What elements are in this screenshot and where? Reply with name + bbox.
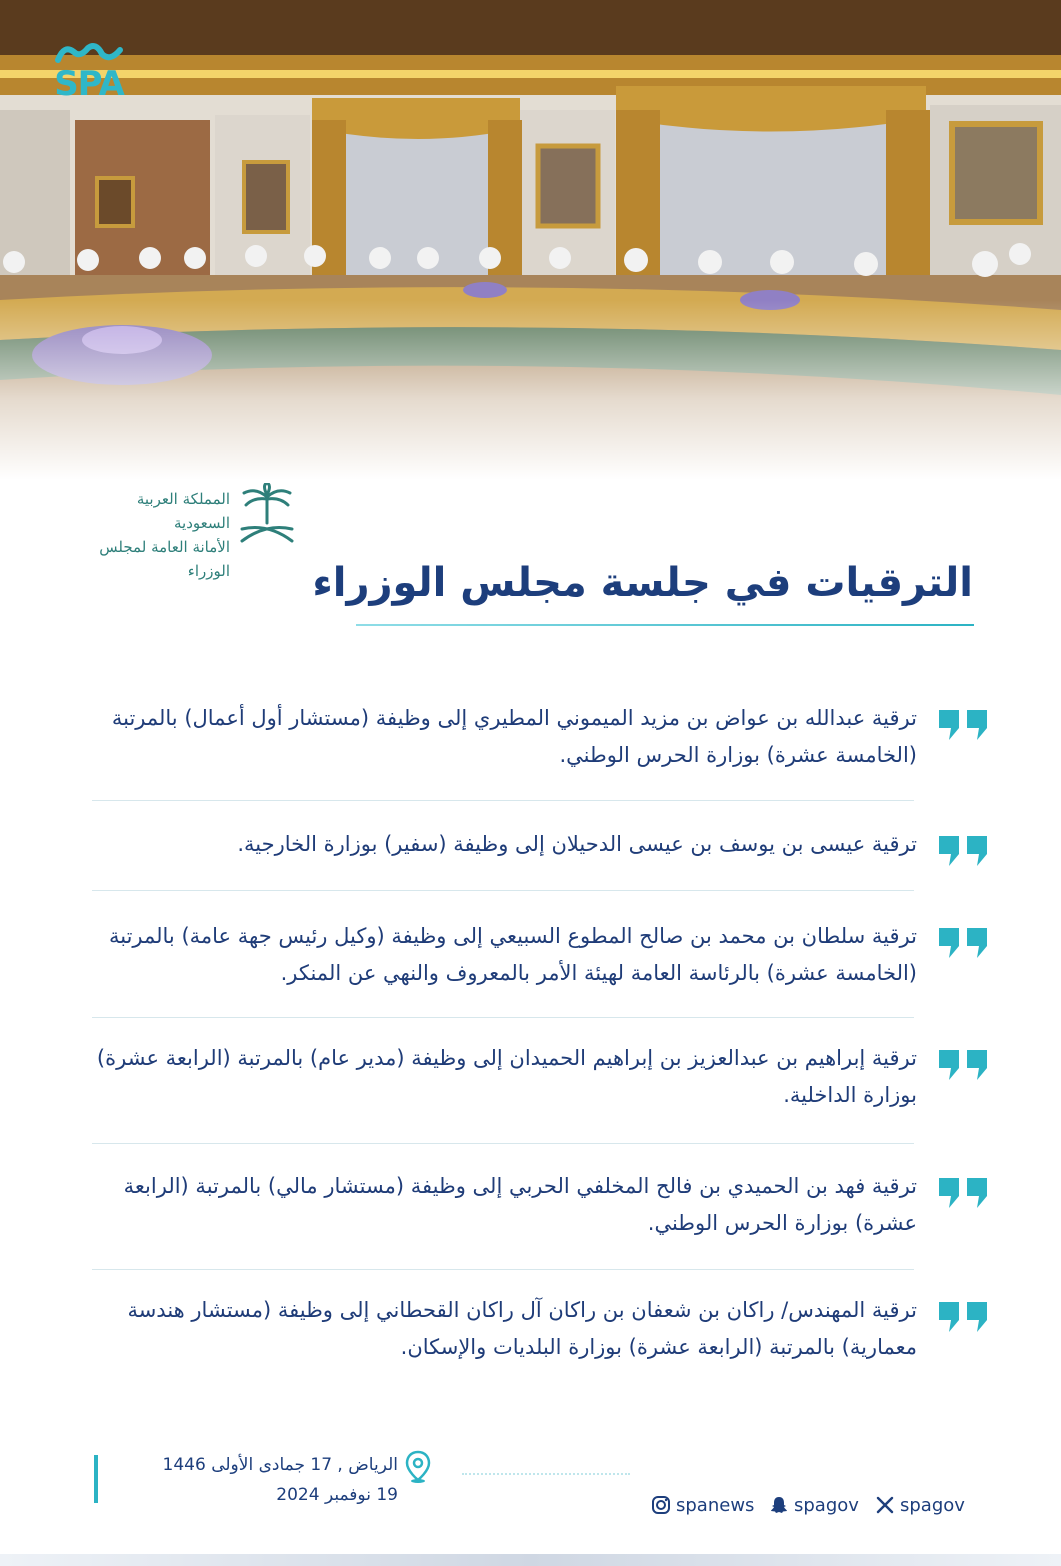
promotion-text: ترقية إبراهيم بن عبدالعزيز بن إبراهيم الحميدان إلى وظيفة (مدير عام) بالمرتبة (الرابعة عشرة) بوزارة الداخلية. xyxy=(96,1046,917,1107)
cabinet-session-photo xyxy=(0,0,1061,480)
item-divider xyxy=(92,800,914,801)
photo-fade xyxy=(0,300,1061,480)
promotion-text: ترقية عيسى بن يوسف بن عيسى الدحيلان إلى وظيفة (سفير) بوزارة الخارجية. xyxy=(237,832,917,856)
title-underline xyxy=(356,624,974,626)
quote-icon xyxy=(937,924,991,960)
palm-swords-icon xyxy=(236,483,298,547)
quote-icon xyxy=(937,1298,991,1334)
quote-icon xyxy=(937,706,991,742)
bottom-strip xyxy=(0,1554,1061,1566)
location-hijri-date: الرياض , 17 جمادى الأولى 1446 xyxy=(162,1455,398,1475)
spa-logo xyxy=(48,40,130,104)
instagram-handle: spanews xyxy=(676,1494,755,1516)
page-title: الترقيات في جلسة مجلس الوزراء xyxy=(312,560,973,606)
government-emblem xyxy=(88,483,298,580)
promotion-text: ترقية عبدالله بن عواض بن مزيد الميموني المطيري إلى وظيفة (مستشار أول أعمال) بالمرتبة (الخامسة عشرة) بوزارة الحرس الوطني. xyxy=(111,706,917,767)
promotion-text: ترقية فهد بن الحميدي بن فالح المخلفي الحربي إلى وظيفة (مستشار مالي) بالمرتبة (الرابعة عشرة) بوزارة الحرس الوطني. xyxy=(123,1174,917,1235)
emblem-line-kingdom: المملكة العربية السعودية xyxy=(136,490,230,532)
x-handle: spagov xyxy=(900,1494,965,1516)
item-divider xyxy=(92,1017,914,1018)
promotion-text: ترقية سلطان بن محمد بن صالح المطوع السبيعي إلى وظيفة (وكيل رئيس جهة عامة) بالمرتبة (الخامسة عشرة) بالرئاسة العامة لهيئة الأمر بالمعروف والنهي عن المنكر. xyxy=(108,924,917,985)
item-divider xyxy=(92,1143,914,1144)
instagram-icon xyxy=(650,1494,672,1516)
snapchat-handle: spagov xyxy=(794,1494,859,1516)
quote-icon xyxy=(937,1174,991,1210)
item-divider xyxy=(92,1269,914,1270)
footer-accent-bar xyxy=(94,1455,98,1503)
snapchat-icon xyxy=(768,1494,790,1516)
emblem-line-secretariat: الأمانة العامة لمجلس الوزراء xyxy=(99,538,230,580)
quote-icon xyxy=(937,832,991,868)
spa-arabic-wordmark xyxy=(54,40,124,66)
footer-dotted-line xyxy=(462,1473,630,1475)
instagram-link[interactable] xyxy=(650,1492,754,1518)
emblem-text xyxy=(88,487,230,583)
spa-english-wordmark: SPA xyxy=(54,64,124,104)
promotion-text: ترقية المهندس/ راكان بن شعفان بن راكان آل راكان القحطاني إلى وظيفة (مستشار هندسة معمارية) بالمرتبة (الرابعة عشرة) بوزارة البلديات والإسكان. xyxy=(127,1298,917,1359)
gregorian-date: 19 نوفمبر 2024 xyxy=(276,1485,398,1505)
location-pin-icon xyxy=(404,1450,432,1484)
x-icon xyxy=(874,1494,896,1516)
x-link[interactable] xyxy=(874,1492,965,1518)
footer-date xyxy=(108,1450,398,1510)
snapchat-link[interactable] xyxy=(768,1492,859,1518)
item-divider xyxy=(92,890,914,891)
quote-icon xyxy=(937,1046,991,1082)
